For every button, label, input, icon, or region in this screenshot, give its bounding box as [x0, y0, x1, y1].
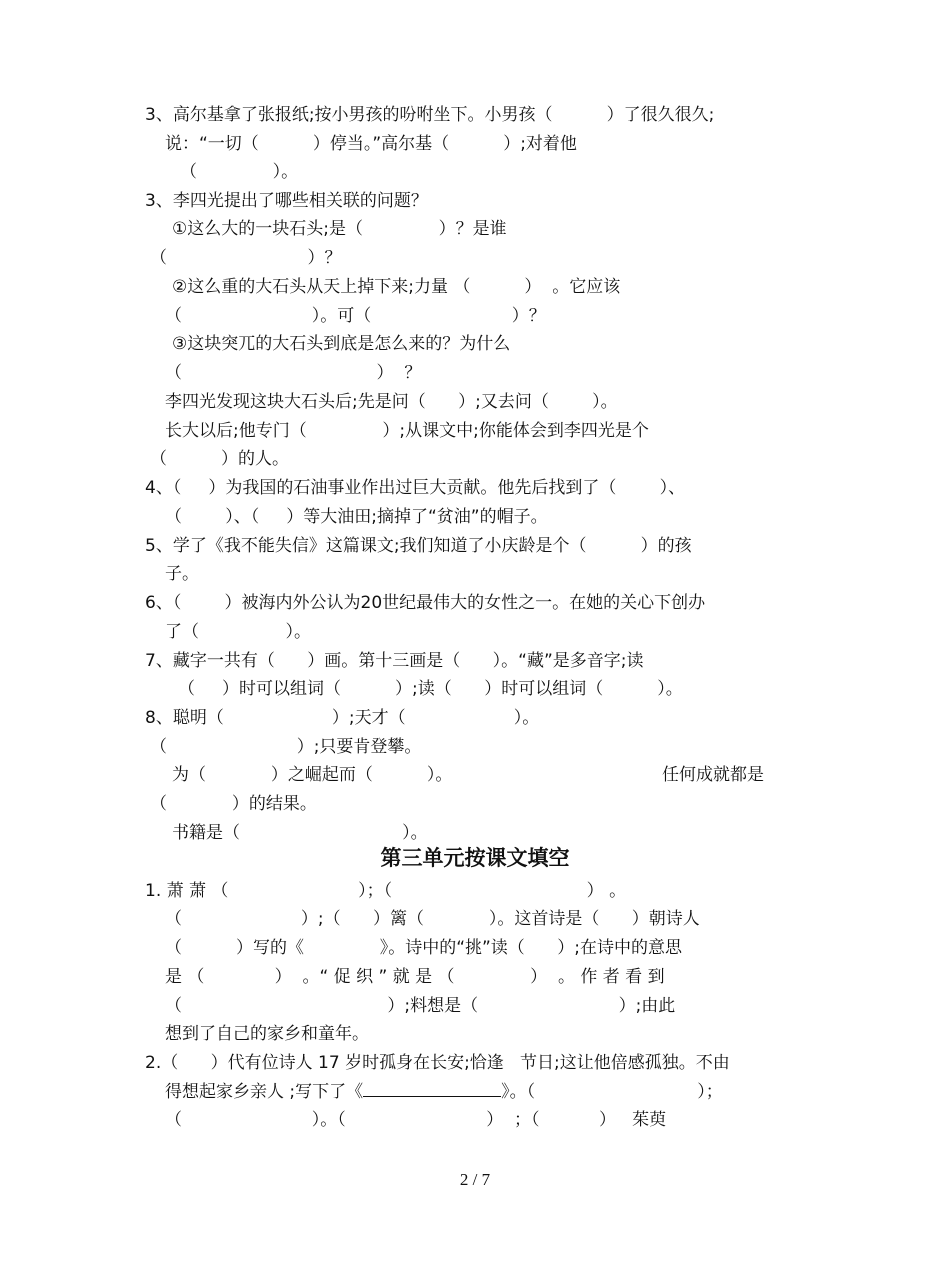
question-line: 为（ ）之崛起而（ ）。 — [172, 765, 453, 785]
question-line: 3、高尔基拿了张报纸;按小男孩的吩咐坐下。小男孩（ ）了很久很久; — [145, 105, 715, 125]
question-line: 3、李四光提出了哪些相关联的问题？ — [145, 191, 428, 211]
question-line: （ ）、（ ）等大油田;摘掉了“贫油”的帽子。 — [165, 507, 548, 527]
question-line: （ ）。可（ ）？ — [165, 306, 546, 326]
question-line: ①这么大的一块石头;是（ ）？是谁 — [172, 219, 507, 239]
question-line: （ ）。 — [180, 162, 299, 182]
question-line: （ ）的结果。 — [150, 794, 317, 814]
question-line: 李四光发现这块大石头后;先是问（ ）;又去问（ ）。 — [165, 392, 618, 412]
question-line: 1. 萧 萧 （ ）；（ ） 。 — [145, 881, 627, 901]
question-line: 是 （ ） 。“ 促 织 ” 就 是 （ ） 。 作 者 看 到 — [165, 967, 665, 987]
question-line: （ ）。（ ） ；（ ） 茱萸 — [165, 1110, 667, 1130]
question-line: 说：“一切（ ）停当。”高尔基（ ）;对着他 — [165, 134, 577, 154]
question-line: （ ）？ — [150, 248, 342, 268]
question-line: 书籍是（ ）。 — [172, 823, 428, 843]
question-line: （ ）;料想是（ ）;由此 — [165, 996, 676, 1016]
question-line: 7、藏字一共有（ ）画。第十三画是（ ）。“藏”是多音字;读 — [145, 651, 644, 671]
question-line: 长大以后;他专门（ ）;从课文中;你能体会到李四光是个 — [165, 421, 649, 441]
question-line: ②这么重的大石头从天上掉下来;力量 （ ） 。它应该 — [172, 277, 621, 297]
question-line: （ ） ？ — [165, 363, 422, 383]
question-line: 想到了自己的家乡和童年。 — [165, 1024, 369, 1044]
question-line: 任何成就都是 — [662, 765, 764, 785]
question-text: 得想起家乡亲人 ;写下了《 — [165, 1082, 364, 1102]
question-line: （ ）时可以组词（ ）;读（ ）时可以组词（ ）。 — [178, 679, 683, 699]
question-line: 4、（ ）为我国的石油事业作出过巨大贡献。他先后找到了（ ）、 — [145, 478, 686, 498]
question-line: （ ）;只要肯登攀。 — [150, 737, 422, 757]
question-line — [165, 1081, 723, 1103]
question-text: 》。（ ）； — [501, 1082, 723, 1102]
question-line: （ ）写的《 》。诗中的“挑”读（ ）;在诗中的意思 — [165, 938, 682, 958]
page-number: 2 / 7 — [459, 1170, 491, 1189]
section-heading: 第三单元按课文填空 — [380, 846, 570, 870]
question-line: 子。 — [165, 564, 199, 584]
question-line: 2.（ ）代有位诗人 17 岁时孤身在长安;恰逢 节日;这让他倍感孤独。不由 — [145, 1053, 730, 1073]
question-line: ③这块突兀的大石头到底是怎么来的？为什么 — [172, 334, 511, 354]
question-line: （ ）的人。 — [150, 449, 290, 469]
question-line: 5、学了《我不能失信》这篇课文;我们知道了小庆龄是个（ ）的孩 — [145, 536, 692, 556]
question-line: 了（ ）。 — [165, 622, 311, 642]
question-line: （ ）;（ ）篱（ ）。这首诗是（ ）朝诗人 — [165, 909, 700, 929]
question-line: 8、聪明（ ）;天才（ ）。 — [145, 708, 540, 728]
answer-underline — [363, 1082, 501, 1097]
question-line: 6、（ ）被海内外公认为20世纪最伟大的女性之一。在她的关心下创办 — [145, 593, 706, 613]
